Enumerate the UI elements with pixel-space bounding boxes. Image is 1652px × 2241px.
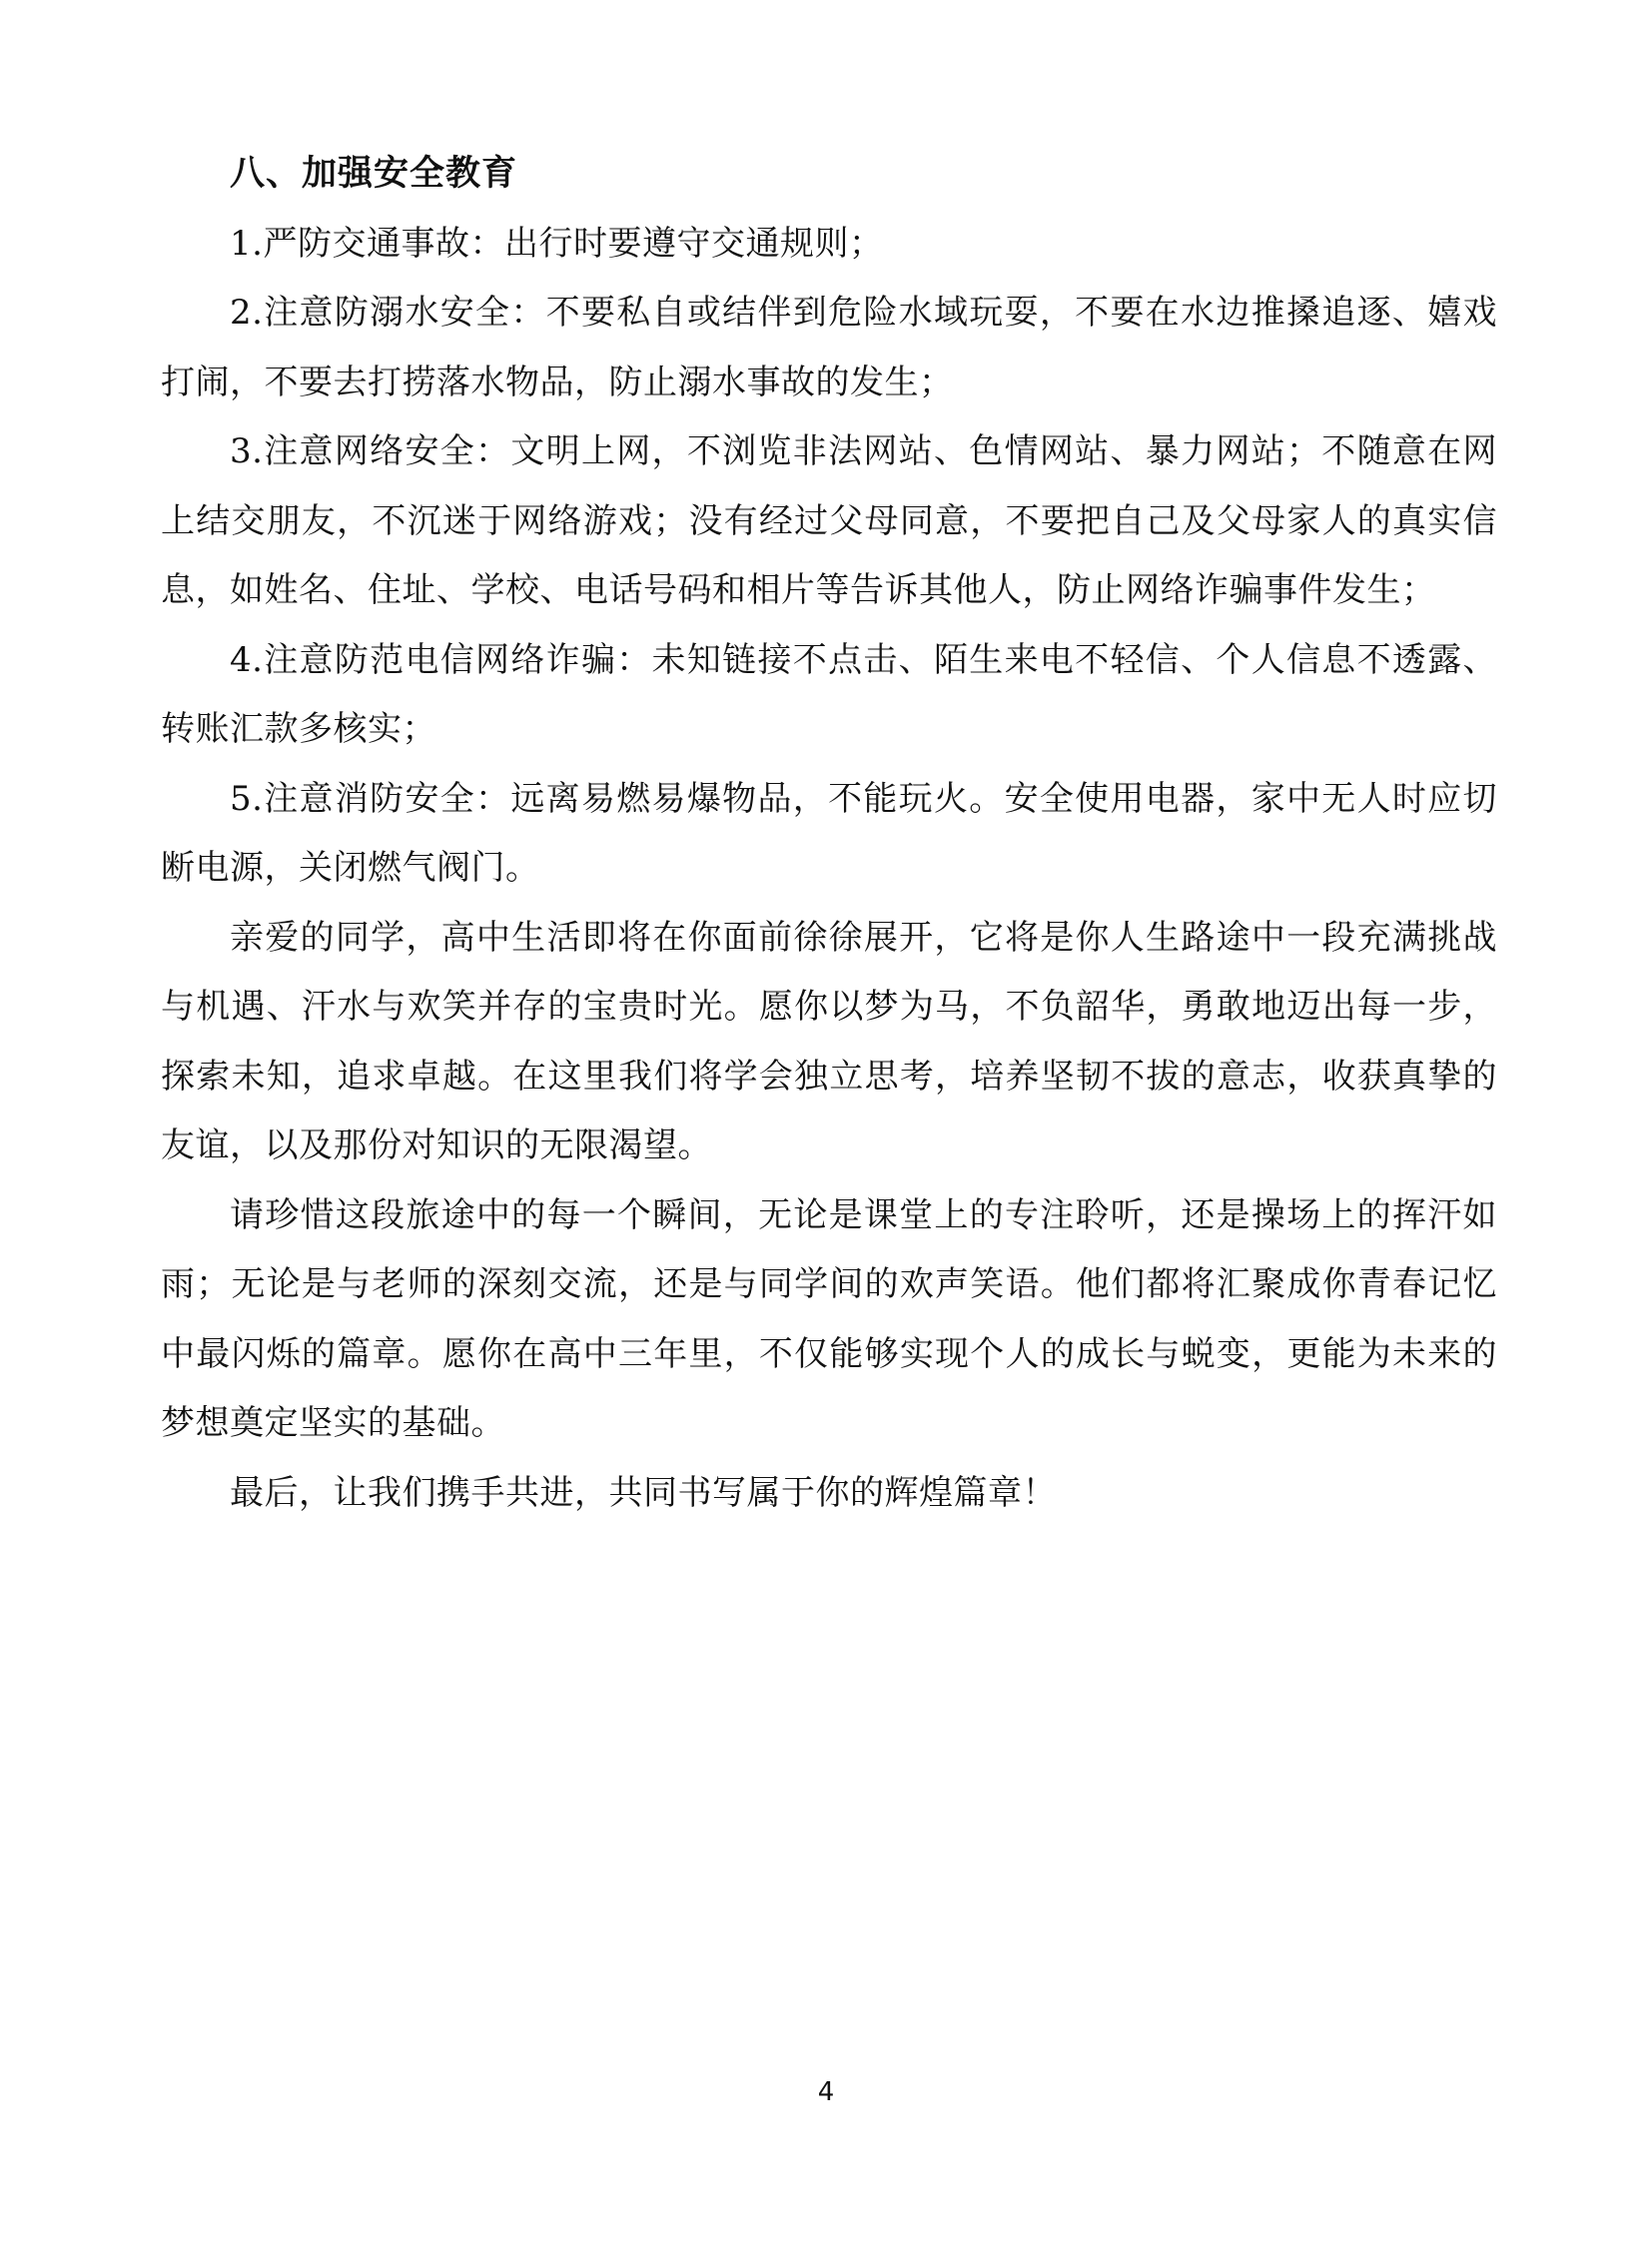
paragraph-closing: 最后，让我们携手共进，共同书写属于你的辉煌篇章！: [230, 1472, 1057, 1513]
paragraph-fire-safety: 5.注意消防安全：远离易燃易爆物品，不能玩火。安全使用电器，家中无人时应切断电源，关闭燃气阀门。: [161, 778, 1497, 888]
page-number: 4: [817, 2077, 835, 2107]
paragraph-fraud-prevention: 4.注意防范电信网络诈骗：未知链接不点击、陌生来电不轻信、个人信息不透露、转账汇款多核实；: [161, 639, 1497, 749]
paragraph-greeting: 亲爱的同学，高中生活即将在你面前徐徐展开，它将是你人生路途中一段充满挑战与机遇、汗水与欢笑并存的宝贵时光。愿你以梦为马，不负韶华，勇敢地迈出每一步，探索未知，追求卓越。在这里我们将学会独立思考，培养坚韧不拔的意志，收获真挚的友谊，以及那份对知识的无限渴望。: [161, 917, 1497, 1165]
section-heading: 八、加强安全教育: [230, 154, 518, 194]
paragraph-internet-safety: 3.注意网络安全：文明上网，不浏览非法网站、色情网站、暴力网站；不随意在网上结交朋友，不沉迷于网络游戏；没有经过父母同意，不要把自己及父母家人的真实信息，如姓名、住址、学校、电话号码和相片等告诉其他人，防止网络诈骗事件发生；: [161, 431, 1497, 610]
paragraph-drowning-safety: 2.注意防溺水安全：不要私自或结伴到危险水域玩耍，不要在水边推搡追逐、嬉戏打闹，不要去打捞落水物品，防止溺水事故的发生；: [161, 293, 1497, 402]
paragraph-cherish: 请珍惜这段旅途中的每一个瞬间，无论是课堂上的专注聆听，还是操场上的挥汗如雨；无论是与老师的深刻交流，还是与同学间的欢声笑语。他们都将汇聚成你青春记忆中最闪烁的篇章。愿你在高中三年里，不仅能够实现个人的成长与蜕变，更能为未来的梦想奠定坚实的基础。: [161, 1194, 1497, 1443]
page-content: [161, 140, 1497, 1528]
paragraph-traffic-safety: 1.严防交通事故：出行时要遵守交通规则；: [230, 223, 884, 264]
